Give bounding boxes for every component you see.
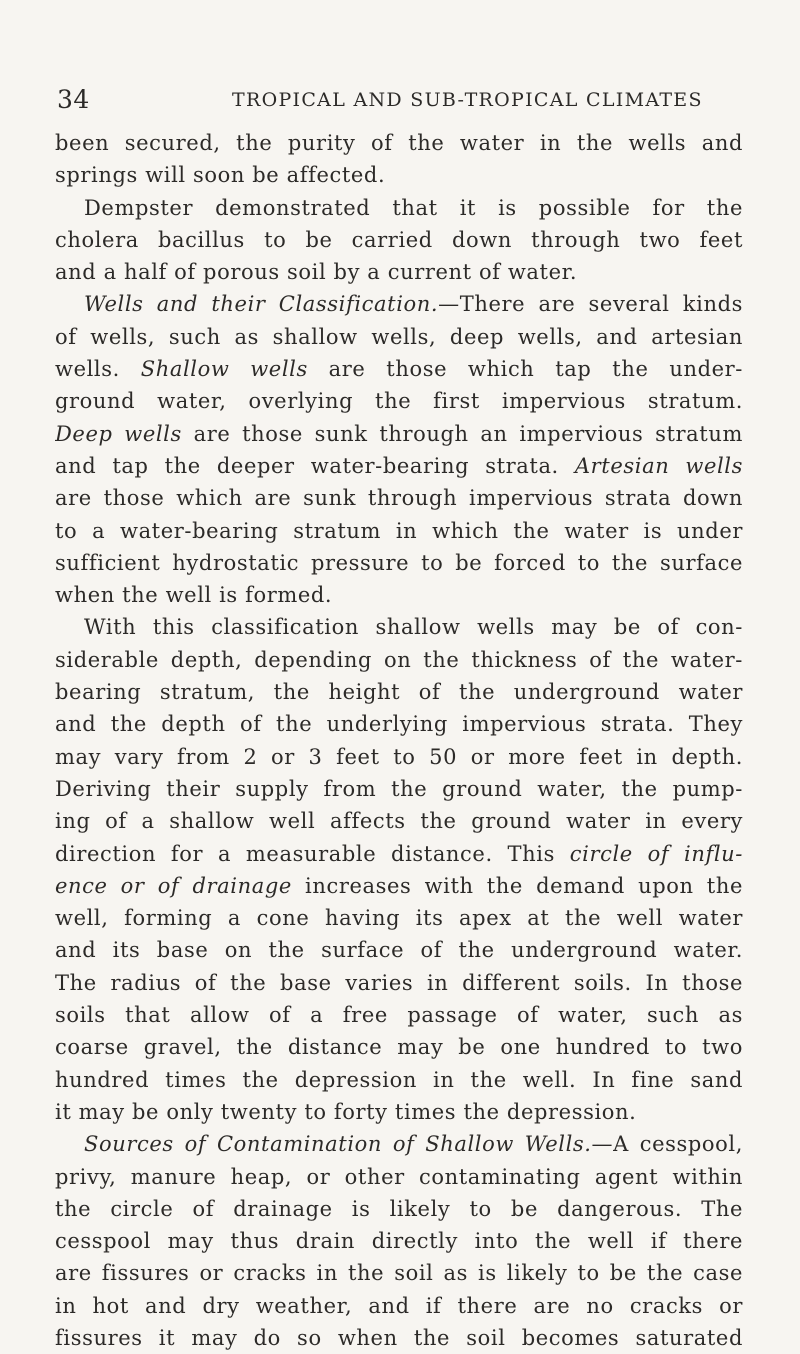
text-line bbox=[55, 418, 743, 450]
text-run: in hot and dry weather, and if there are no cracks or bbox=[55, 1293, 743, 1318]
text-run: and tap the deeper water-bearing strata. bbox=[55, 453, 575, 478]
text-run: siderable depth, depending on the thickness of the water- bbox=[55, 647, 743, 672]
text-run: ing of a shallow well affects the ground water in every bbox=[55, 809, 743, 834]
text-run: ground water, overlying the first impervious stratum. bbox=[55, 389, 743, 414]
text-run: direction for a measurable distance. This bbox=[55, 841, 570, 866]
text-line bbox=[55, 450, 743, 482]
body-text bbox=[55, 127, 743, 1354]
text-line bbox=[55, 127, 743, 159]
text-run: to a water-bearing stratum in which the water is under bbox=[55, 518, 743, 543]
text-line bbox=[55, 773, 743, 805]
text-line bbox=[55, 708, 743, 740]
text-line bbox=[55, 547, 743, 579]
text-line bbox=[55, 321, 743, 353]
text-run: and a half of porous soil by a current of water. bbox=[55, 260, 578, 285]
text-run: With this classification shallow wells may be of con- bbox=[84, 615, 743, 640]
text-run: springs will soon be affected. bbox=[55, 163, 386, 188]
text-line bbox=[55, 515, 743, 547]
text-line bbox=[55, 1257, 743, 1289]
text-run: Deriving their supply from the ground water, the pump- bbox=[55, 776, 743, 801]
text-line bbox=[55, 999, 743, 1031]
text-run: sufficient hydrostatic pressure to be forced to the surface bbox=[55, 550, 743, 575]
text-run: been secured, the purity of the water in the wells and bbox=[55, 131, 743, 155]
text-run: are those which are sunk through impervious strata down bbox=[55, 486, 743, 511]
text-run: privy, manure heap, or other contaminating agent within bbox=[55, 1164, 743, 1189]
text-line bbox=[55, 1322, 743, 1354]
text-run: when the well is formed. bbox=[55, 583, 333, 608]
text-run: Dempster demonstrated that it is possible for the bbox=[84, 195, 743, 220]
text-line bbox=[55, 934, 743, 966]
text-run: hundred times the depression in the well. In fine sand bbox=[55, 1067, 743, 1092]
text-run: of wells, such as shallow wells, deep wells, and artesian bbox=[55, 324, 743, 349]
text-run: the circle of drainage is likely to be dangerous. The bbox=[55, 1196, 743, 1221]
text-line bbox=[55, 1193, 743, 1225]
text-line bbox=[55, 902, 743, 934]
text-run: cesspool may thus drain directly into the well if there bbox=[55, 1229, 743, 1254]
text-run: cholera bacillus to be carried down through two feet bbox=[55, 227, 743, 252]
text-run: The radius of the base varies in different soils. In those bbox=[55, 970, 743, 995]
italic-text: Artesian wells bbox=[574, 453, 743, 478]
text-line bbox=[55, 1064, 743, 1096]
italic-text: circle of influ- bbox=[569, 841, 743, 866]
text-line bbox=[55, 805, 743, 837]
text-run: —There are several kinds bbox=[438, 292, 743, 317]
text-line bbox=[55, 741, 743, 773]
text-line bbox=[55, 644, 743, 676]
running-head bbox=[57, 85, 752, 125]
text-run: are fissures or cracks in the soil as is likely to be the case bbox=[55, 1261, 743, 1286]
text-line bbox=[55, 838, 743, 870]
italic-text: ence or of drainage bbox=[55, 873, 292, 898]
italic-text: Sources of Contamination of Shallow Wells. bbox=[84, 1132, 592, 1157]
text-line bbox=[55, 482, 743, 514]
text-line bbox=[55, 870, 743, 902]
text-run: soils that allow of a free passage of water, such as bbox=[55, 1003, 743, 1028]
text-line bbox=[55, 256, 743, 288]
text-line bbox=[55, 1031, 743, 1063]
text-line bbox=[55, 159, 743, 191]
text-run: are those which tap the under- bbox=[307, 357, 743, 382]
text-run: are those sunk through an impervious stratum bbox=[181, 421, 743, 446]
text-line bbox=[55, 353, 743, 385]
text-line bbox=[55, 288, 743, 320]
text-line bbox=[55, 1096, 743, 1128]
text-run: it may be only twenty to forty times the depression. bbox=[55, 1099, 637, 1124]
text-run: well, forming a cone having its apex at the well water bbox=[55, 906, 743, 931]
text-line bbox=[55, 1161, 743, 1193]
text-line bbox=[55, 611, 743, 643]
text-line bbox=[55, 1128, 743, 1160]
text-line bbox=[55, 192, 743, 224]
text-run: may vary from 2 or 3 feet to 50 or more feet in depth. bbox=[55, 744, 743, 769]
text-line bbox=[55, 1290, 743, 1322]
text-run: and the depth of the underlying impervious strata. They bbox=[55, 712, 743, 737]
text-run: bearing stratum, the height of the underground water bbox=[55, 680, 743, 705]
text-line bbox=[55, 1225, 743, 1257]
text-run: fissures it may do so when the soil becomes saturated bbox=[55, 1325, 743, 1350]
text-run: wells. bbox=[55, 357, 141, 382]
text-line bbox=[55, 579, 743, 611]
text-line bbox=[55, 676, 743, 708]
page-number: 34 bbox=[57, 85, 90, 114]
text-line bbox=[55, 967, 743, 999]
italic-text: Shallow wells bbox=[140, 357, 308, 382]
text-line bbox=[55, 385, 743, 417]
text-line bbox=[55, 224, 743, 256]
italic-text: Wells and their Classification. bbox=[84, 292, 439, 317]
italic-text: Deep wells bbox=[55, 421, 182, 446]
text-run: coarse gravel, the distance may be one hundred to two bbox=[55, 1035, 743, 1060]
text-run: —A cesspool, bbox=[591, 1132, 743, 1157]
text-run: increases with the demand upon the bbox=[291, 873, 743, 898]
running-title: TROPICAL AND SUB-TROPICAL CLIMATES bbox=[232, 89, 703, 111]
text-run: and its base on the surface of the underground water. bbox=[55, 938, 743, 963]
